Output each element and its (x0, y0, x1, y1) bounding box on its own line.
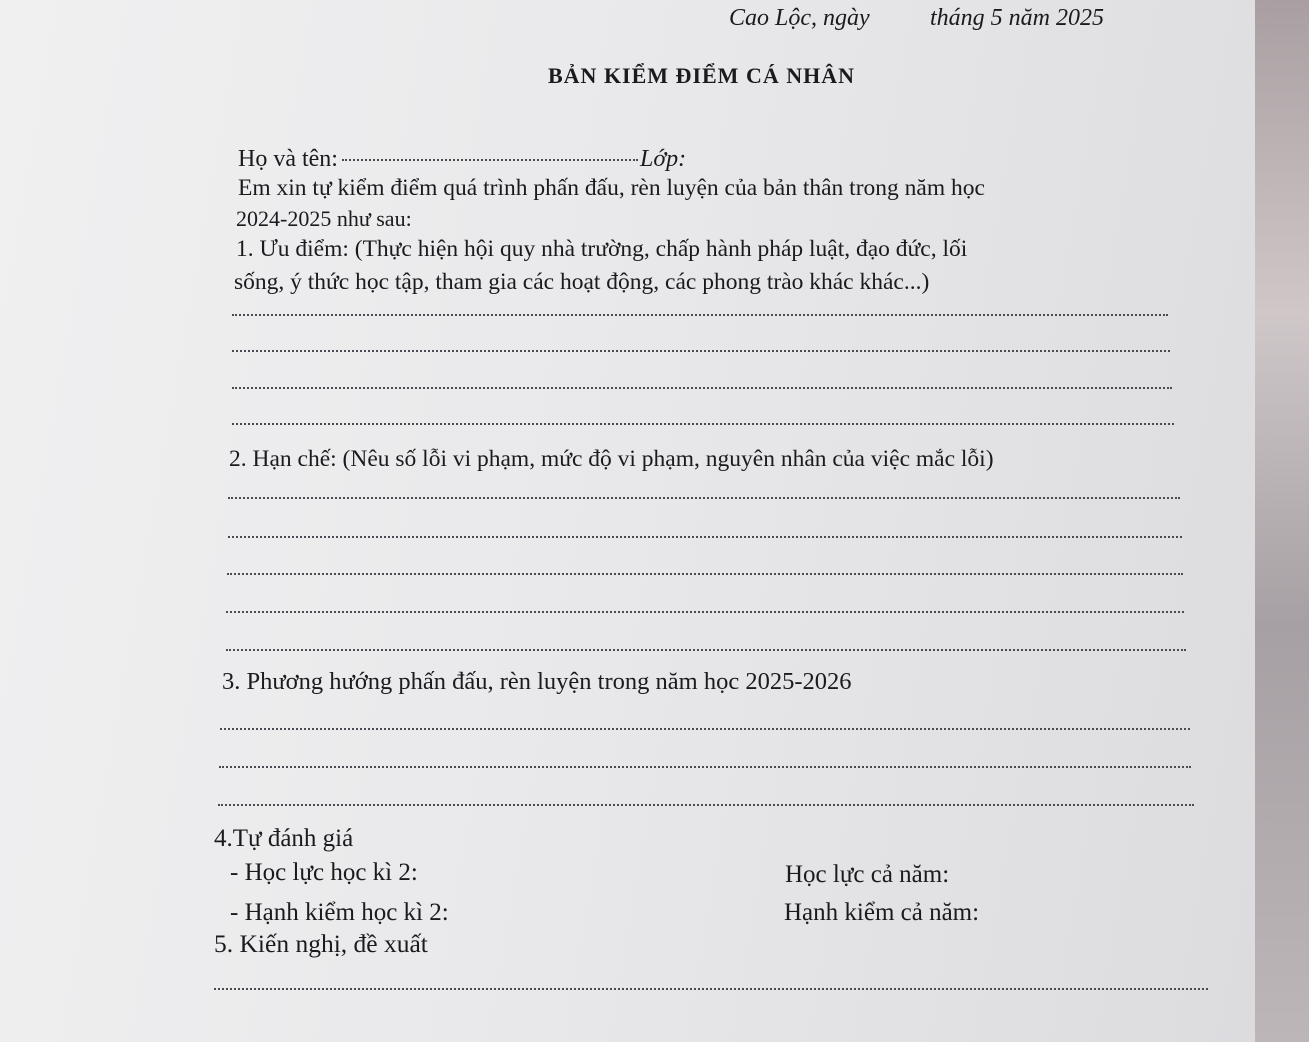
section3-answer-line[interactable] (219, 766, 1191, 768)
section2-answer-line[interactable] (228, 497, 1180, 499)
name-field[interactable] (342, 159, 638, 161)
year-study-label: Học lực cả năm: (785, 861, 950, 888)
background-edge (1255, 0, 1309, 1042)
section2-answer-line[interactable] (226, 611, 1184, 613)
class-label: Lớp: (639, 146, 687, 172)
section1-answer-line[interactable] (232, 350, 1170, 352)
section2-answer-line[interactable] (227, 573, 1183, 575)
section5-answer-line[interactable] (214, 988, 1208, 990)
section2-answer-line[interactable] (226, 649, 1186, 651)
section3-answer-line[interactable] (218, 804, 1194, 806)
section1-answer-line[interactable] (232, 314, 1168, 316)
hk2-conduct-label: - Hạnh kiểm học kì 2: (230, 899, 449, 926)
place-date: Cao Lộc, ngày (729, 5, 870, 31)
section5-heading: 5. Kiến nghị, đề xuất (214, 929, 428, 958)
name-class-line (238, 145, 686, 173)
intro-line-1: Em xin tự kiểm điểm quá trình phấn đấu, rèn luyện của bản thân trong năm học (238, 175, 985, 201)
year-conduct-label: Hạnh kiểm cả năm: (784, 899, 980, 926)
month-year: tháng 5 năm 2025 (930, 5, 1104, 31)
section1-line-2: sống, ý thức học tập, tham gia các hoạt động, các phong trào khác khác...) (234, 269, 930, 295)
section4-heading: 4.Tự đánh giá (214, 825, 354, 852)
section1-answer-line[interactable] (232, 423, 1174, 425)
section3-heading: 3. Phương hướng phấn đấu, rèn luyện trong năm học 2025-2026 (222, 668, 852, 695)
section2-answer-line[interactable] (228, 536, 1182, 538)
section3-answer-line[interactable] (220, 728, 1190, 730)
section1-answer-line[interactable] (232, 387, 1172, 389)
section2-heading: 2. Hạn chế: (Nêu số lỗi vi phạm, mức độ vi phạm, nguyên nhân của việc mắc lỗi) (229, 446, 994, 472)
section1-line-1: 1. Ưu điểm: (Thực hiện hội quy nhà trường, chấp hành pháp luật, đạo đức, lối (236, 236, 968, 262)
name-label: Họ và tên: (238, 146, 338, 172)
intro-line-2: 2024-2025 như sau: (236, 206, 412, 231)
page-title: BẢN KIỂM ĐIỂM CÁ NHÂN (548, 63, 855, 88)
hk2-study-label: - Học lực học kì 2: (230, 859, 418, 886)
